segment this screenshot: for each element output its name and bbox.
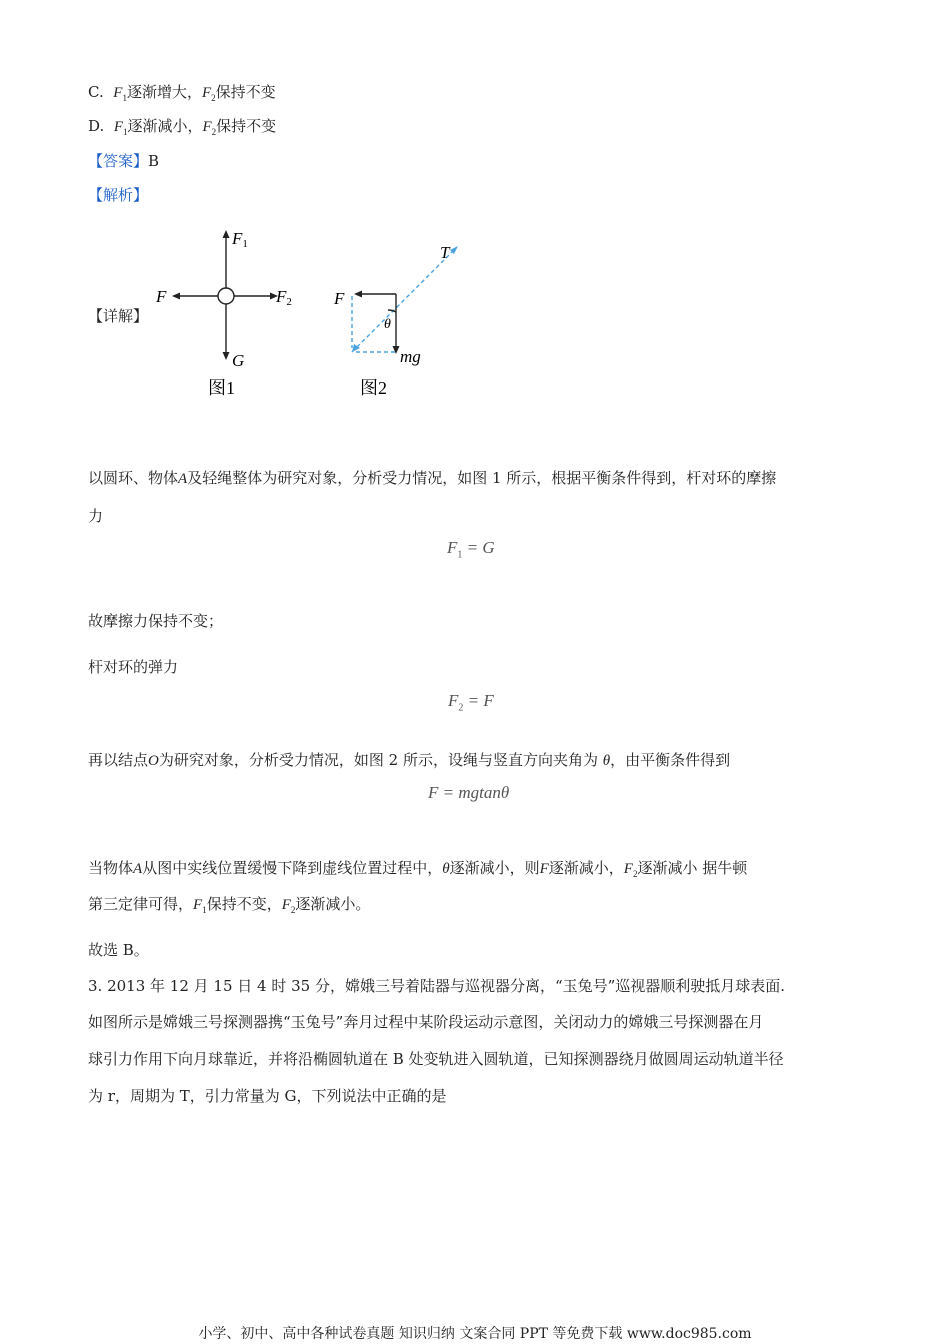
paragraph-3: 杆对环的弹力: [88, 658, 179, 676]
answer-value: B: [148, 152, 160, 170]
fig1-label-f2: F2: [276, 287, 292, 308]
paragraph-6: 第三定律可得，$F_1$保持不变，$F_2$逐渐减小。: [88, 895, 371, 915]
fig1-label-f1: F1: [232, 229, 248, 250]
analysis-tag-line: [88, 185, 148, 205]
paragraph-1: 以圆环、物体A及轻绳整体为研究对象，分析受力情况，如图 1 所示，根据平衡条件得到，杆对环的摩擦: [88, 469, 777, 487]
page-footer: 小学、初中、高中各种试卷真题 知识归纳 文案合同 PPT 等免费下载 www.doc985.com: [198, 1326, 752, 1342]
detail-tag: 【详解】: [88, 307, 149, 325]
equation-3: F = mgtanθ: [428, 783, 510, 802]
analysis-tag: 【解析】: [88, 186, 149, 204]
equation-2: $F_2 = F$: [448, 691, 494, 714]
fig1-label-g: G: [232, 351, 245, 370]
question-3-line-4: 为 r，周期为 T，引力常量为 G，下列说法中正确的是: [88, 1087, 447, 1105]
equation-1: $F_1 = G$: [447, 538, 495, 561]
question-3-line-3: 球引力作用下向月球靠近，并将沿椭圆轨道在 B 处变轨进入圆轨道，已知探测器绕月做圆周运动轨道半径: [88, 1050, 784, 1068]
question-3-line-1: 3. 2013 年 12 月 15 日 4 时 35 分，嫦娥三号着陆器与巡视器分离，“玉兔号”巡视器顺利驶抵月球表面.: [88, 977, 786, 995]
figure-2: [330, 236, 470, 402]
fig2-label-t: T: [440, 243, 450, 262]
fig2-label-f: F: [334, 289, 345, 308]
option-d: D. $F_1$逐渐减小，$F_2$保持不变: [88, 117, 277, 137]
fig1-caption: 图1: [208, 378, 235, 398]
figure-1: [150, 222, 310, 402]
fig2-caption: 图2: [360, 378, 387, 398]
question-3-line-2: 如图所示是嫦娥三号探测器携“玉兔号”奔月过程中某阶段运动示意图，关闭动力的嫦娥三号探测器在月: [88, 1013, 764, 1031]
paragraph-2: 故摩擦力保持不变；: [88, 612, 224, 630]
fig2-label-theta: θ: [384, 317, 391, 332]
paragraph-1-cont: 力: [88, 507, 104, 525]
paragraph-5: 当物体A从图中实线位置缓慢下降到虚线位置过程中，θ逐渐减小，则F逐渐减小，$F_2$逐渐减小 据牛顿: [88, 859, 748, 879]
fig1-label-f: F: [156, 287, 167, 306]
fig2-label-mg: mg: [400, 347, 421, 366]
option-c: C. $F_1$逐渐增大，$F_2$保持不变: [88, 83, 276, 103]
answer-line: [88, 151, 159, 171]
answer-tag: 【答案】: [88, 152, 149, 170]
paragraph-4: 再以结点O为研究对象，分析受力情况，如图 2 所示，设绳与竖直方向夹角为 θ，由平衡条件得到: [88, 751, 731, 769]
paragraph-7: 故选 B。: [88, 941, 149, 959]
